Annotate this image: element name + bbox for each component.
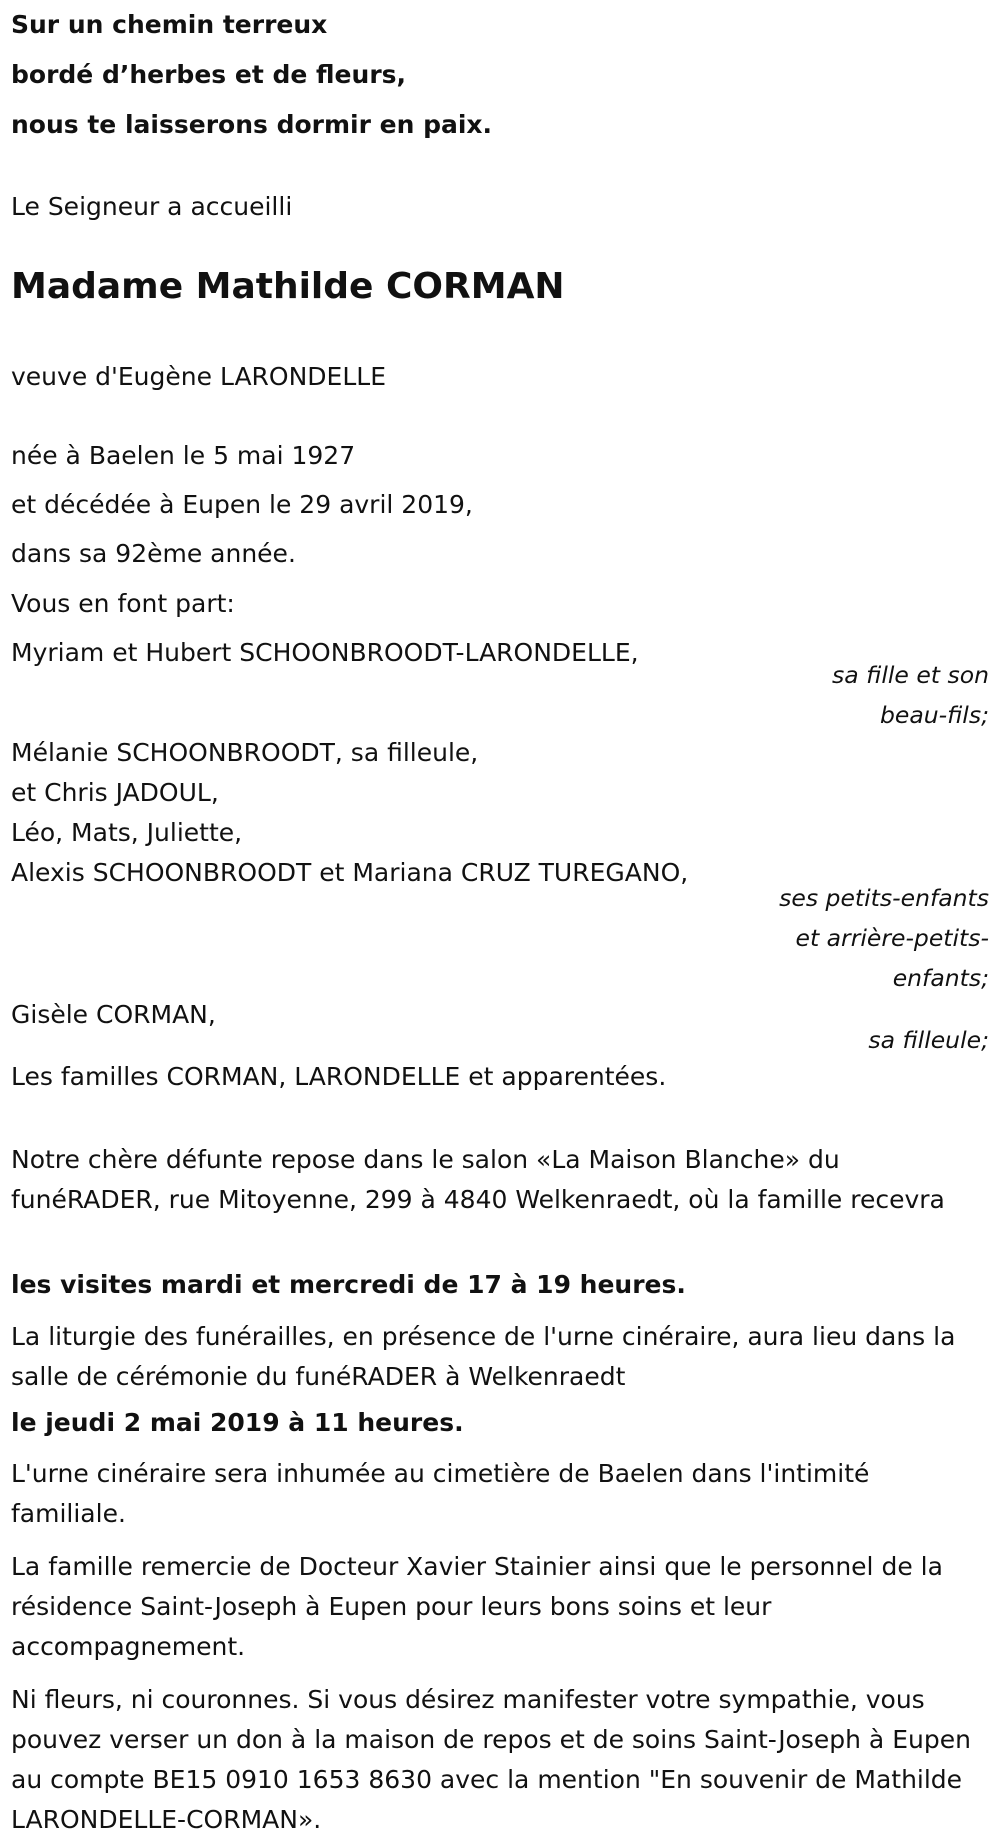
- announce-text: Vous en font part:: [11, 589, 235, 618]
- family-member-1: Myriam et Hubert SCHOONBROODT-LARONDELLE,: [11, 638, 639, 667]
- relation-line: enfants;: [892, 964, 989, 992]
- relation-line: sa fille et son: [832, 661, 989, 689]
- visits-text: les visites mardi et mercredi de 17 à 19 heures.: [11, 1270, 686, 1299]
- family-member-2c: Léo, Mats, Juliette,: [11, 818, 243, 847]
- relation-line: sa filleule;: [868, 1026, 989, 1054]
- family-member-2d: Alexis SCHOONBROODT et Mariana CRUZ TUREGANO,: [11, 858, 689, 887]
- death-text: et décédée à Eupen le 29 avril 2019,: [11, 490, 473, 519]
- liturgy-text: La liturgie des funérailles, en présence de l'urne cinéraire, aura lieu dans la salle de cérémonie du funéRADER à Welkenraedt: [11, 1322, 956, 1391]
- donation-text: Ni fleurs, ni couronnes. Si vous désirez manifester votre sympathie, vous pouvez verser un don à la maison de repos et de soins Saint-Joseph à Eupen au compte BE15 0910 1653 8630 avec la mention "En souvenir de Mathilde LARONDELLE-CORMAN».: [11, 1685, 971, 1834]
- family-member-4: Les familles CORMAN, LARONDELLE et apparentées.: [11, 1062, 667, 1091]
- relation-line: beau-fils;: [879, 701, 989, 729]
- family-relation-3: [589, 1020, 989, 1060]
- deceased-name: Madame Mathilde CORMAN: [11, 266, 565, 307]
- family-relation-2: [589, 878, 989, 998]
- age-text: dans sa 92ème année.: [11, 539, 296, 568]
- poem-line-2: bordé d’herbes et de fleurs,: [11, 60, 407, 89]
- thanks-text: La famille remercie de Docteur Xavier Stainier ainsi que le personnel de la résidence Saint-Joseph à Eupen pour leurs bons soins et leur accompagnement.: [11, 1552, 943, 1661]
- urn-text: L'urne cinéraire sera inhumée au cimetière de Baelen dans l'intimité familiale.: [11, 1459, 870, 1528]
- intro-text: Le Seigneur a accueilli: [11, 192, 293, 221]
- spouse-text: veuve d'Eugène LARONDELLE: [11, 362, 386, 391]
- rest-text: Notre chère défunte repose dans le salon «La Maison Blanche» du funéRADER, rue Mitoyenne, 299 à 4840 Welkenraedt, où la famille recevra: [11, 1145, 945, 1214]
- relation-line: et arrière-petits-: [795, 924, 989, 952]
- birth-text: née à Baelen le 5 mai 1927: [11, 441, 356, 470]
- poem-line-3: nous te laisserons dormir en paix.: [11, 110, 493, 139]
- family-member-3: Gisèle CORMAN,: [11, 1000, 216, 1029]
- relation-line: ses petits-enfants: [779, 884, 989, 912]
- family-member-2b: et Chris JADOUL,: [11, 778, 219, 807]
- funeral-date: le jeudi 2 mai 2019 à 11 heures.: [11, 1408, 464, 1437]
- poem-line-1: Sur un chemin terreux: [11, 10, 328, 39]
- family-member-2a: Mélanie SCHOONBROODT, sa filleule,: [11, 738, 479, 767]
- family-relation-1: [589, 655, 989, 735]
